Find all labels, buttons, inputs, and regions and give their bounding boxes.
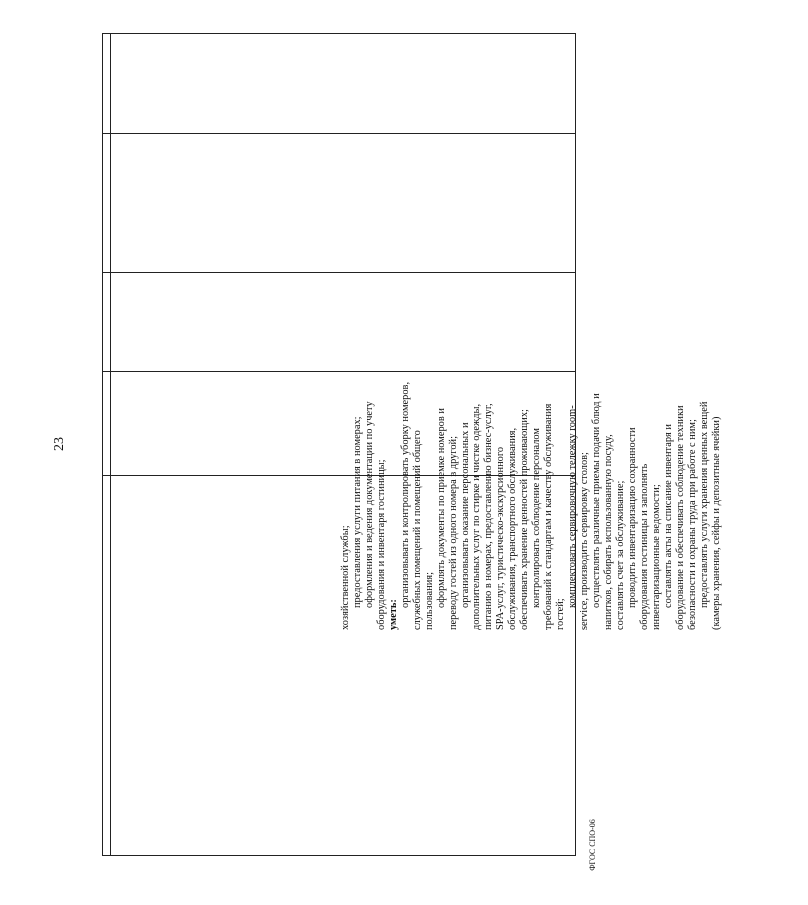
page-number: 23 — [52, 437, 67, 451]
text-line: напитков, собирать использованную посуду, — [602, 434, 614, 630]
text-line-heading: уметь: — [387, 599, 399, 630]
text-line: гостей; — [555, 598, 567, 630]
text-line: обслуживания, транспортного обслуживания, — [507, 427, 519, 630]
text-line: обеспечивать хранение ценностей проживающих; — [519, 409, 531, 630]
footer-code: ФГОС СПО-06 — [588, 819, 597, 871]
text-line: комплектовать сервировочную тележку room- — [567, 405, 579, 608]
text-line: SPA-услуг, туристическо-экскурсионного — [495, 446, 507, 630]
text-line: переводу гостей из одного номера в другой; — [447, 435, 459, 630]
text-line: организовывать оказание персональных и — [459, 422, 471, 608]
text-line: составлять акты на списание инвентаря и — [662, 424, 674, 608]
text-line: питанию в номерах, предоставлению бизнес-услуг, — [483, 403, 495, 630]
text-line: составлять счет за обслуживание; — [614, 480, 626, 630]
text-line: служебных помещений и помещений общего — [411, 430, 423, 630]
table-column-index — [103, 34, 111, 855]
text-line: оформлять документы по приемке номеров и — [435, 408, 447, 608]
text-line: оборудование и обеспечивать соблюдение техники — [674, 405, 686, 630]
table-row-divider — [103, 272, 575, 273]
text-line: service, производить сервировку столов; — [579, 452, 591, 630]
text-line: контролировать соблюдение персоналом — [531, 427, 543, 608]
text-line: оформления и ведения документации по учету — [363, 401, 375, 608]
text-line: безопасности и охраны труда при работе с ним; — [686, 419, 698, 630]
text-line: проводить инвентаризацию сохранности — [626, 427, 638, 608]
table-row-divider — [103, 133, 575, 134]
text-line: предоставления услуги питания в номерах; — [351, 416, 363, 608]
competency-text-block — [340, 290, 808, 630]
text-line: организовывать и контролировать уборку номеров, — [399, 381, 411, 608]
text-line: пользования; — [423, 572, 435, 630]
text-line: требований к стандартам и качеству обслуживания — [543, 403, 555, 630]
text-line: (камеры хранения, сейфы и депозитные ячейки) — [710, 416, 722, 630]
text-line: инвентаризационные ведомости; — [650, 484, 662, 630]
text-line: хозяйственной службы; — [340, 525, 351, 630]
text-line: оборудования и инвентаря гостиницы; — [375, 459, 387, 630]
text-line: дополнительных услуг по стирке и чистке одежды, — [471, 403, 483, 630]
text-line: предоставлять услуги хранения ценных вещей — [698, 401, 710, 608]
text-line: оборудования гостиницы и заполнять — [638, 463, 650, 630]
text-line: осуществлять различные приемы подачи блюд и — [591, 393, 603, 608]
